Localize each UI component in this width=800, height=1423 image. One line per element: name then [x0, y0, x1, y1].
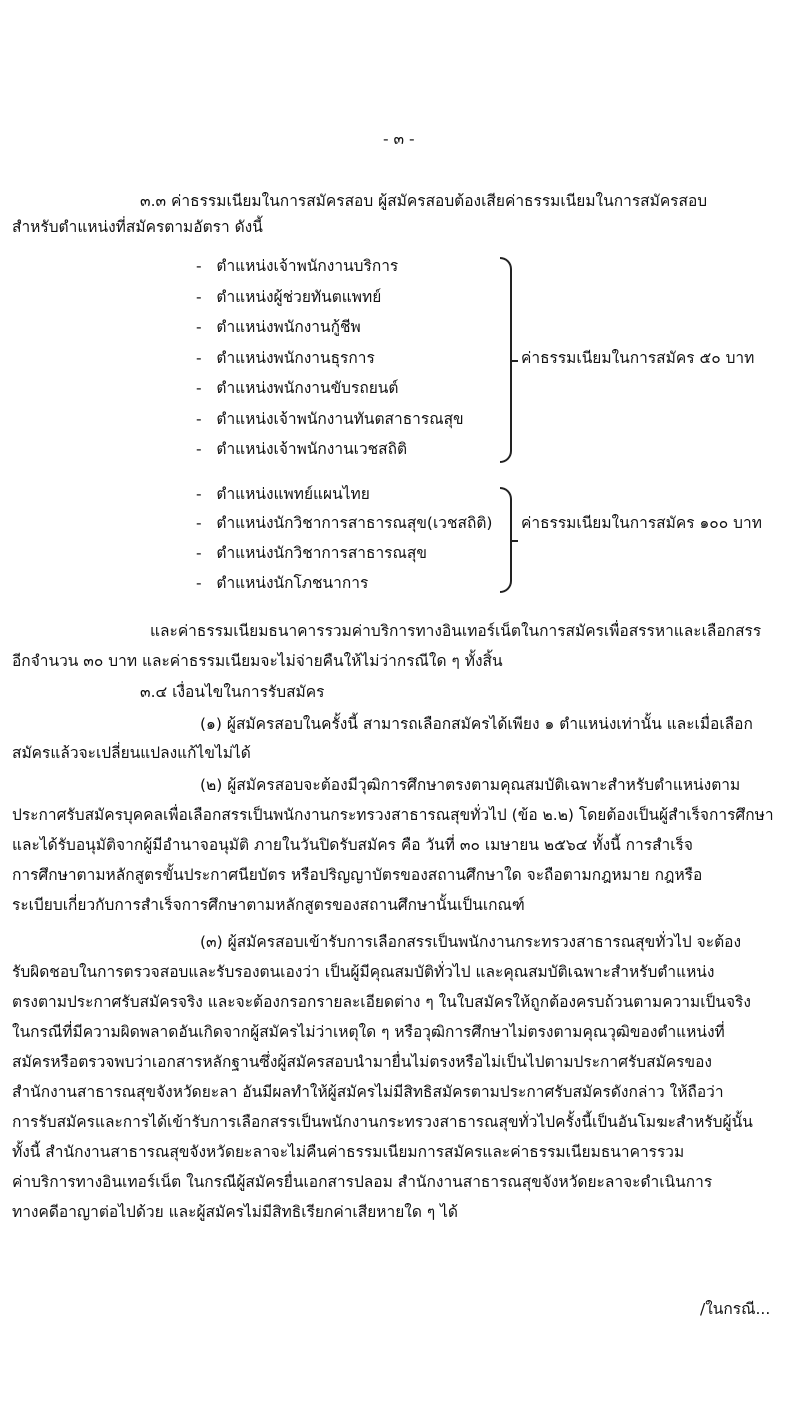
position-label: ตำแหน่งนักวิชาการสาธารณสุข [216, 544, 427, 562]
position-item: - ตำแหน่งนักวิชาการสาธารณสุข [196, 544, 427, 562]
position-label: ตำแหน่งเจ้าพนักงานเวชสถิติ [216, 440, 408, 458]
fee-label-50: ค่าธรรมเนียมในการสมัคร ๕๐ บาท [521, 349, 755, 367]
position-item: - ตำแหน่งเจ้าพนักงานทันตสาธารณสุข [196, 410, 464, 428]
condition-2-line: ระเบียบเกี่ยวกับการสำเร็จการศึกษาตามหลักสูตรของสถานศึกษานั้นเป็นเกณฑ์ [12, 896, 525, 914]
position-item: - ตำแหน่งพนักงานกู้ชีพ [196, 318, 361, 336]
condition-3-line: ตรงตามประกาศรับสมัครจริง และจะต้องกรอกรายละเอียดต่าง ๆ ในใบสมัครให้ถูกต้องครบถ้วนตามความเป็นจริง [12, 993, 751, 1011]
position-label: ตำแหน่งแพทย์แผนไทย [216, 485, 370, 503]
condition-3-line: รับผิดชอบในการตรวจสอบและรับรองตนเองว่า เป็นผู้มีคุณสมบัติทั่วไป และคุณสมบัติเฉพาะสำหรับตำแหน่ง [12, 963, 715, 981]
condition-2-line: (๒) ผู้สมัครสอบจะต้องมีวุฒิการศึกษาตรงตามคุณสมบัติเฉพาะสำหรับตำแหน่งตาม [200, 776, 741, 794]
condition-3-line: ในกรณีที่มีความผิดพลาดอันเกิดจากผู้สมัครไม่ว่าเหตุใด ๆ หรือวุฒิการศึกษาไม่ตรงตามคุณวุฒิของตำแหน่งที่ [12, 1023, 725, 1041]
position-item: - ตำแหน่งนักโภชนาการ [196, 574, 369, 592]
condition-3-line: ทางคดีอาญาต่อไปด้วย และผู้สมัครไม่มีสิทธิเรียกค่าเสียหายใด ๆ ได้ [12, 1203, 458, 1221]
condition-3-line: ค่าบริการทางอินเทอร์เน็ต ในกรณีผู้สมัครยื่นเอกสารปลอม สำนักงานสาธารณสุขจังหวัดยะลาจะดำเนินการ [12, 1173, 713, 1191]
condition-3-line: สำนักงานสาธารณสุขจังหวัดยะลา อันมีผลทำให้ผู้สมัครไม่มีสิทธิสมัครตามประกาศรับสมัครดังกล่าว ให้ถือว่า [12, 1083, 724, 1101]
bank-fee-line-2: อีกจำนวน ๓๐ บาท และค่าธรรมเนียมจะไม่จ่ายคืนให้ไม่ว่ากรณีใด ๆ ทั้งสิ้น [12, 652, 503, 670]
brace-group-100 [500, 487, 512, 593]
page-number: - ๓ - [383, 130, 415, 148]
condition-3-line: ทั้งนี้ สำนักงานสาธารณสุขจังหวัดยะลาจะไม่คืนค่าธรรมเนียมการสมัครและค่าธรรมเนียมธนาคารรวม [12, 1143, 685, 1161]
position-label: ตำแหน่งเจ้าพนักงานทันตสาธารณสุข [216, 410, 464, 428]
condition-3-line: สมัครหรือตรวจพบว่าเอกสารหลักฐานซึ่งผู้สมัครสอบนำมายื่นไม่ตรงหรือไม่เป็นไปตามประกาศรับสมัครของ [12, 1053, 712, 1071]
position-label: ตำแหน่งพนักงานธุรการ [216, 349, 375, 367]
condition-1-line: (๑) ผู้สมัครสอบในครั้งนี้ สามารถเลือกสมัครได้เพียง ๑ ตำแหน่งเท่านั้น และเมื่อเลือก [200, 715, 753, 733]
bank-fee-line-1: และค่าธรรมเนียมธนาคารรวมค่าบริการทางอินเทอร์เน็ตในการสมัครเพื่อสรรหาและเลือกสรร [150, 622, 762, 640]
fee-label-100: ค่าธรรมเนียมในการสมัคร ๑๐๐ บาท [521, 514, 762, 532]
position-label: ตำแหน่งพนักงานกู้ชีพ [216, 318, 361, 336]
position-label: ตำแหน่งผู้ช่วยทันตแพทย์ [216, 288, 382, 306]
condition-3-line: (๓) ผู้สมัครสอบเข้ารับการเลือกสรรเป็นพนักงานกระทรวงสาธารณสุขทั่วไป จะต้อง [200, 933, 742, 951]
position-label: ตำแหน่งนักวิชาการสาธารณสุข(เวชสถิติ) [216, 514, 493, 532]
condition-2-line: ประกาศรับสมัครบุคคลเพื่อเลือกสรรเป็นพนักงานกระทรวงสาธารณสุขทั่วไป (ข้อ ๒.๒) โดยต้องเป็นผู้สำเร็จการศึกษา [12, 806, 774, 824]
condition-3-line: การรับสมัครและการได้เข้ารับการเลือกสรรเป็นพนักงานกระทรวงสาธารณสุขทั่วไปครั้งนี้เป็นอันโมฆะสำหรับผู้นั้น [12, 1113, 753, 1131]
condition-2-line: และได้รับอนุมัติจากผู้มีอำนาจอนุมัติ ภายในวันปิดรับสมัคร คือ วันที่ ๓๐ เมษายน ๒๕๖๔ ทั้งนี้ การสำเร็จ [12, 836, 693, 854]
position-label: ตำแหน่งพนักงานขับรถยนต์ [216, 379, 399, 397]
position-item: - ตำแหน่งแพทย์แผนไทย [196, 485, 370, 503]
section-3-3-line-2: สำหรับตำแหน่งที่สมัครตามอัตรา ดังนี้ [12, 218, 263, 236]
position-item: - ตำแหน่งพนักงานธุรการ [196, 349, 375, 367]
position-label: ตำแหน่งนักโภชนาการ [216, 574, 369, 592]
position-item: - ตำแหน่งเจ้าพนักงานบริการ [196, 257, 399, 275]
position-label: ตำแหน่งเจ้าพนักงานบริการ [216, 257, 399, 275]
section-3-3-line-1: ๓.๓ ค่าธรรมเนียมในการสมัครสอบ ผู้สมัครสอบต้องเสียค่าธรรมเนียมในการสมัครสอบ [140, 192, 708, 210]
position-item: - ตำแหน่งพนักงานขับรถยนต์ [196, 379, 399, 397]
position-item: - ตำแหน่งเจ้าพนักงานเวชสถิติ [196, 440, 408, 458]
condition-2-line: การศึกษาตามหลักสูตรขั้นประกาศนียบัตร หรือปริญญาบัตรของสถานศึกษาใด จะถือตามกฎหมาย กฎหรือ [12, 866, 703, 884]
condition-1-line: สมัครแล้วจะเปลี่ยนแปลงแก้ไขไม่ได้ [12, 744, 251, 762]
continuation-marker: /ในกรณี... [700, 1300, 771, 1318]
section-3-4-heading: ๓.๔ เงื่อนไขในการรับสมัคร [140, 683, 325, 701]
brace-group-50 [500, 257, 512, 463]
position-item: - ตำแหน่งผู้ช่วยทันตแพทย์ [196, 288, 382, 306]
position-item: - ตำแหน่งนักวิชาการสาธารณสุข(เวชสถิติ) [196, 514, 493, 532]
